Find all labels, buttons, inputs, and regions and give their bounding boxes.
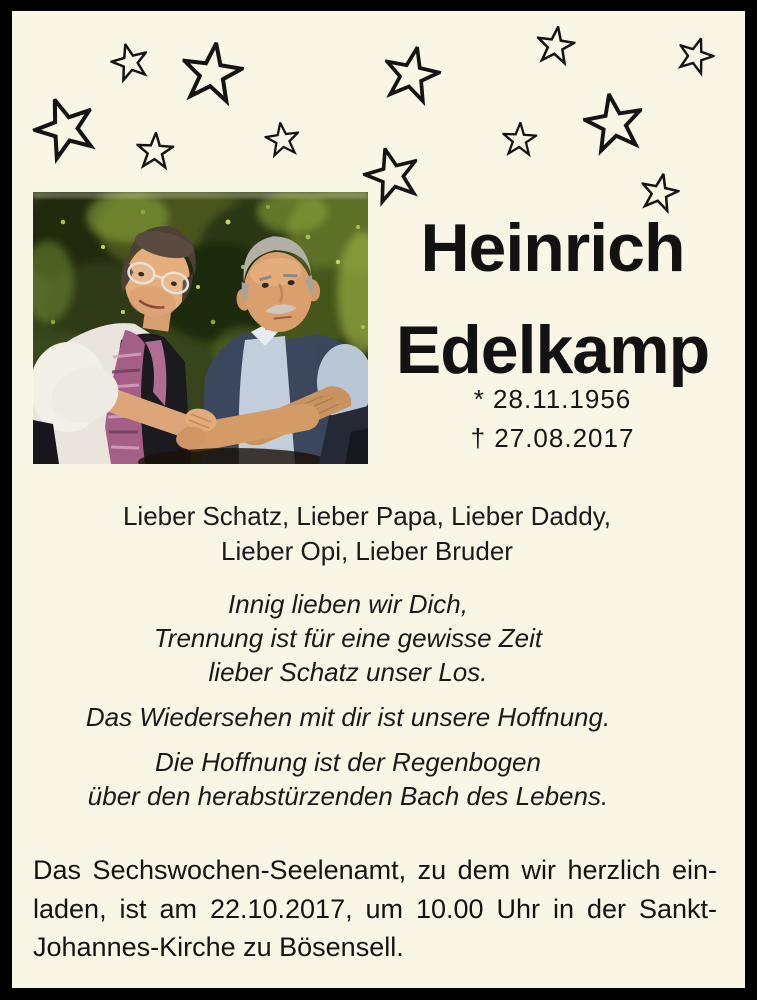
memorial-photo <box>33 192 368 464</box>
star-icon <box>378 41 446 109</box>
salutation-line: Lieber Opi, Lieber Bruder <box>221 536 513 566</box>
birth-date: * 28.11.1956 <box>473 384 632 414</box>
star-icon <box>135 131 175 171</box>
star-icon <box>263 120 303 160</box>
life-dates <box>368 380 737 458</box>
star-icon <box>501 121 538 158</box>
deceased-name <box>368 197 737 401</box>
star-icon <box>672 32 719 79</box>
memorial-card <box>12 11 745 988</box>
deceased-first-name: Heinrich <box>420 210 685 286</box>
poem-line: über den herabstürzenden Bach des Lebens. <box>87 781 609 811</box>
announcement-line: Johannes-Kirche zu Bösensell. <box>33 932 404 962</box>
memorial-poem <box>12 587 684 813</box>
announcement-line: Das Sechswochen-Seelenamt, zu dem wir herzlich ein- <box>33 855 717 885</box>
star-icon <box>579 88 649 158</box>
star-icon <box>177 38 247 108</box>
deceased-last-name: Edelkamp <box>395 312 710 388</box>
poem-stanza <box>12 587 684 689</box>
couple-portrait-illustration <box>33 192 368 464</box>
poem-stanza <box>12 745 684 813</box>
star-icon <box>107 39 154 86</box>
announcement-line: laden, ist am 22.10.2017, um 10.00 Uhr in der Sankt- <box>33 893 717 924</box>
poem-line: Das Wiedersehen mit dir ist unsere Hoffnung. <box>85 702 611 732</box>
salutation-line: Lieber Schatz, Lieber Papa, Lieber Daddy, <box>122 501 612 531</box>
salutation <box>12 499 722 569</box>
poem-line: lieber Schatz unser Los. <box>208 657 488 687</box>
service-announcement <box>33 851 717 967</box>
poem-line: Trennung ist für eine gewisse Zeit <box>153 623 543 653</box>
poem-line: Innig lieben wir Dich, <box>228 589 468 619</box>
death-date: † 27.08.2017 <box>470 423 635 453</box>
star-icon <box>533 23 577 67</box>
poem-stanza <box>12 700 684 734</box>
poem-line: Die Hoffnung ist der Regenbogen <box>155 747 541 777</box>
star-icon <box>25 88 104 167</box>
